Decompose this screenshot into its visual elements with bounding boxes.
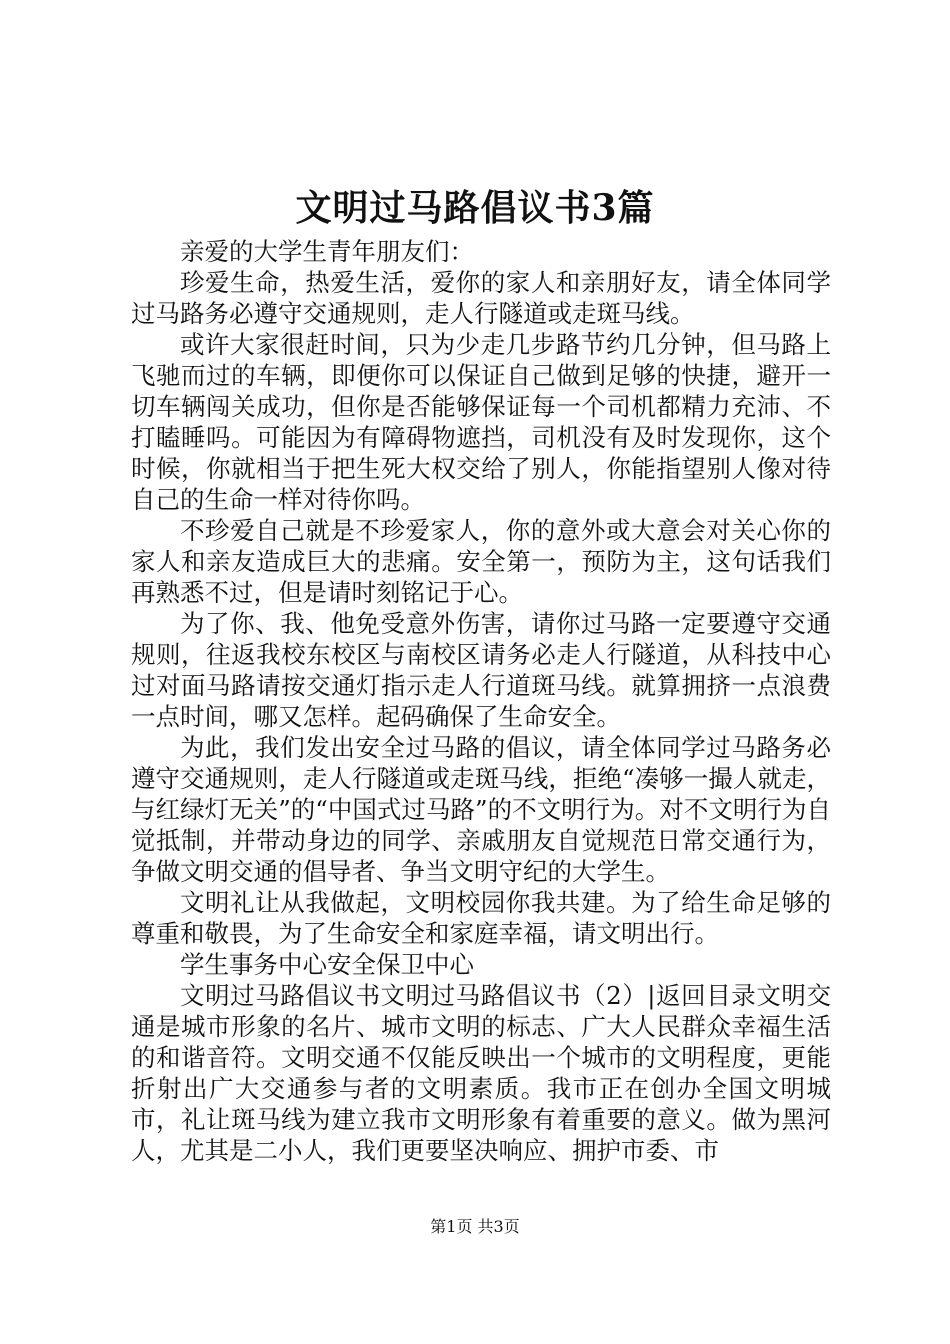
- page-footer: 第1页 共3页: [430, 1217, 520, 1236]
- body-paragraph: 不珍爱自己就是不珍爱家人，你的意外或大意会对关心你的家人和亲友造成巨大的悲痛。安全第一，预防为主，这句话我们再熟悉不过，但是请时刻铭记于心。: [131, 516, 831, 607]
- body-paragraph: 为此，我们发出安全过马路的倡议，请全体同学过马路务必遵守交通规则，走人行隧道或走斑马线，拒绝“凑够一撮人就走，与红绿灯无关”的“中国式过马路”的不文明行为。对不文明行为自觉抵制，并带动身边的同学、亲戚朋友自觉规范日常交通行为，争做文明交通的倡导者、争当文明守纪的大学生。: [131, 733, 831, 886]
- body-paragraph: 为了你、我、他免受意外伤害，请你过马路一定要遵守交通规则，往返我校东校区与南校区请务必走人行隧道，从科技中心过对面马路请按交通灯指示走人行道斑马线。就算拥挤一点浪费一点时间，哪又怎样。起码确保了生命安全。: [131, 609, 831, 731]
- document-body: [131, 236, 831, 1166]
- body-paragraph: 文明过马路倡议书文明过马路倡议书（2）|返回目录文明交通是城市形象的名片、城市文明的标志、广大人民群众幸福生活的和谐音符。文明交通不仅能反映出一个城市的文明程度，更能折射出广大交通参与者的文明素质。我市正在创办全国文明城市，礼让斑马线为建立我市文明形象有着重要的意义。做为黑河人，尤其是二小人，我们更要坚决响应、拥护市委、市: [131, 981, 831, 1165]
- body-paragraph: 珍爱生命，热爱生活，爱你的家人和亲朋好友，请全体同学过马路务必遵守交通规则，走人行隧道或走斑马线。: [131, 268, 831, 328]
- body-paragraph: 或许大家很赶时间，只为少走几步路节约几分钟，但马路上飞驰而过的车辆，即便你可以保证自己做到足够的快捷，避开一切车辆闯关成功，但你是否能够保证每一个司机都精力充沛、不打瞌睡吗。可能因为有障碍物遮挡，司机没有及时发现你，这个时候，你就相当于把生死大权交给了别人，你能指望别人像对待自己的生命一样对待你吗。: [131, 330, 831, 514]
- salutation-paragraph: 亲爱的大学生青年朋友们：: [180, 237, 474, 266]
- signature-paragraph: 学生事务中心安全保卫中心: [180, 950, 474, 979]
- document-title: 文明过马路倡议书3篇: [295, 187, 655, 229]
- body-paragraph: 文明礼让从我做起，文明校园你我共建。为了给生命足够的尊重和敬畏，为了生命安全和家庭幸福，请文明出行。: [131, 888, 831, 948]
